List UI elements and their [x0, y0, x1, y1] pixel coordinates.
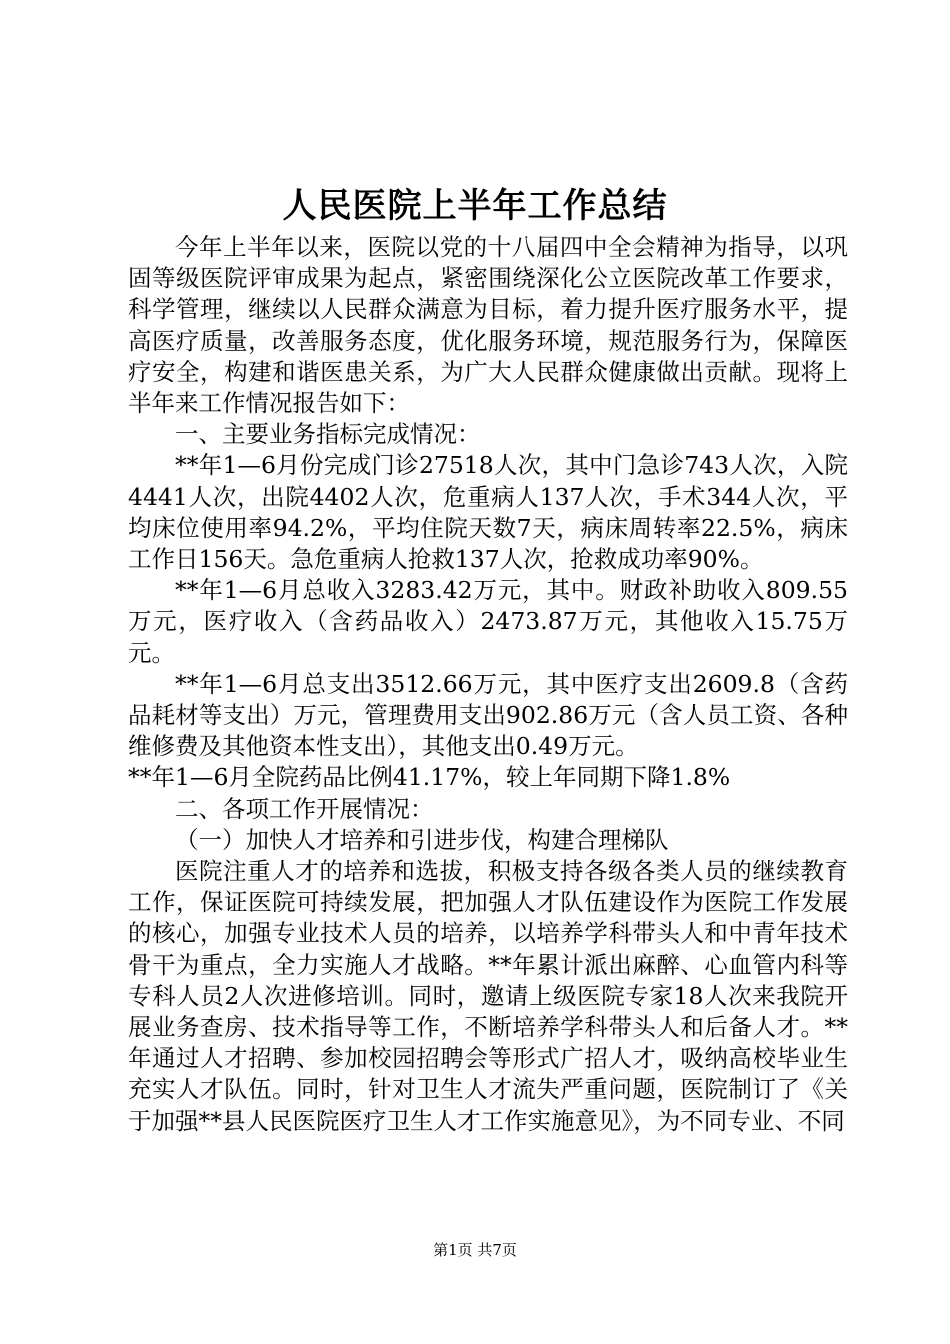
- page-footer: 第1页 共7页: [433, 1241, 517, 1259]
- document-title: 人民医院上半年工作总结: [282, 186, 668, 226]
- drug-ratio-paragraph: **年1—6月全院药品比例41.17%，较上年同期下降1.8%: [128, 763, 731, 792]
- intro-paragraph: 今年上半年以来，医院以党的十八届四中全会精神为指导，以巩固等级医院评审成果为起点，紧密围绕深化公立医院改革工作要求，科学管理，继续以人民群众满意为目标，着力提升医疗服务水平，提高医疗质量，改善服务态度，优化服务环境，规范服务行为，保障医疗安全，构建和谐医患关系，为广大人民群众健康做出贡献。现将上半年来工作情况报告如下：: [128, 233, 848, 418]
- income-paragraph: **年1—6月总收入3283.42万元，其中。财政补助收入809.55万元，医疗收入（含药品收入）2473.87万元，其他收入15.75万元。: [128, 576, 848, 667]
- expense-paragraph: **年1—6月总支出3512.66万元，其中医疗支出2609.8（含药品耗材等支出）万元，管理费用支出902.86万元（含人员工资、各种维修费及其他资本性支出），其他支出0.49万元。: [128, 669, 848, 761]
- section-heading-2: 二、各项工作开展情况：: [175, 794, 434, 823]
- stats-paragraph: **年1—6月份完成门诊27518人次，其中门急诊743人次，入院4441人次，出院4402人次，危重病人137人次，手术344人次，平均床位使用率94.2%，平均住院天数7天，病床周转率22.5%，病床工作日156天。急危重病人抢救137人次，抢救成功率90%。: [128, 451, 848, 574]
- document-body: [128, 232, 848, 1137]
- talent-paragraph: 医院注重人才的培养和选拔，积极支持各级各类人员的继续教育工作，保证医院可持续发展，把加强人才队伍建设作为医院工作发展的核心，加强专业技术人员的培养，以培养学科带头人和中青年技术骨干为重点，全力实施人才战略。**年累计派出麻醉、心血管内科等专科人员2人次进修培训。同时，邀请上级医院专家18人次来我院开展业务查房、技术指导等工作，不断培养学科带头人和后备人才。**年通过人才招聘、参加校园招聘会等形式广招人才，吸纳高校毕业生充实人才队伍。同时，针对卫生人才流失严重问题，医院制订了《关于加强**县人民医院医疗卫生人才工作实施意见》，为不同专业、不同: [128, 857, 848, 1135]
- section-heading-1: 一、主要业务指标完成情况：: [175, 420, 481, 449]
- subsection-heading-1: （一）加快人才培养和引进步伐，构建合理梯队: [175, 825, 669, 854]
